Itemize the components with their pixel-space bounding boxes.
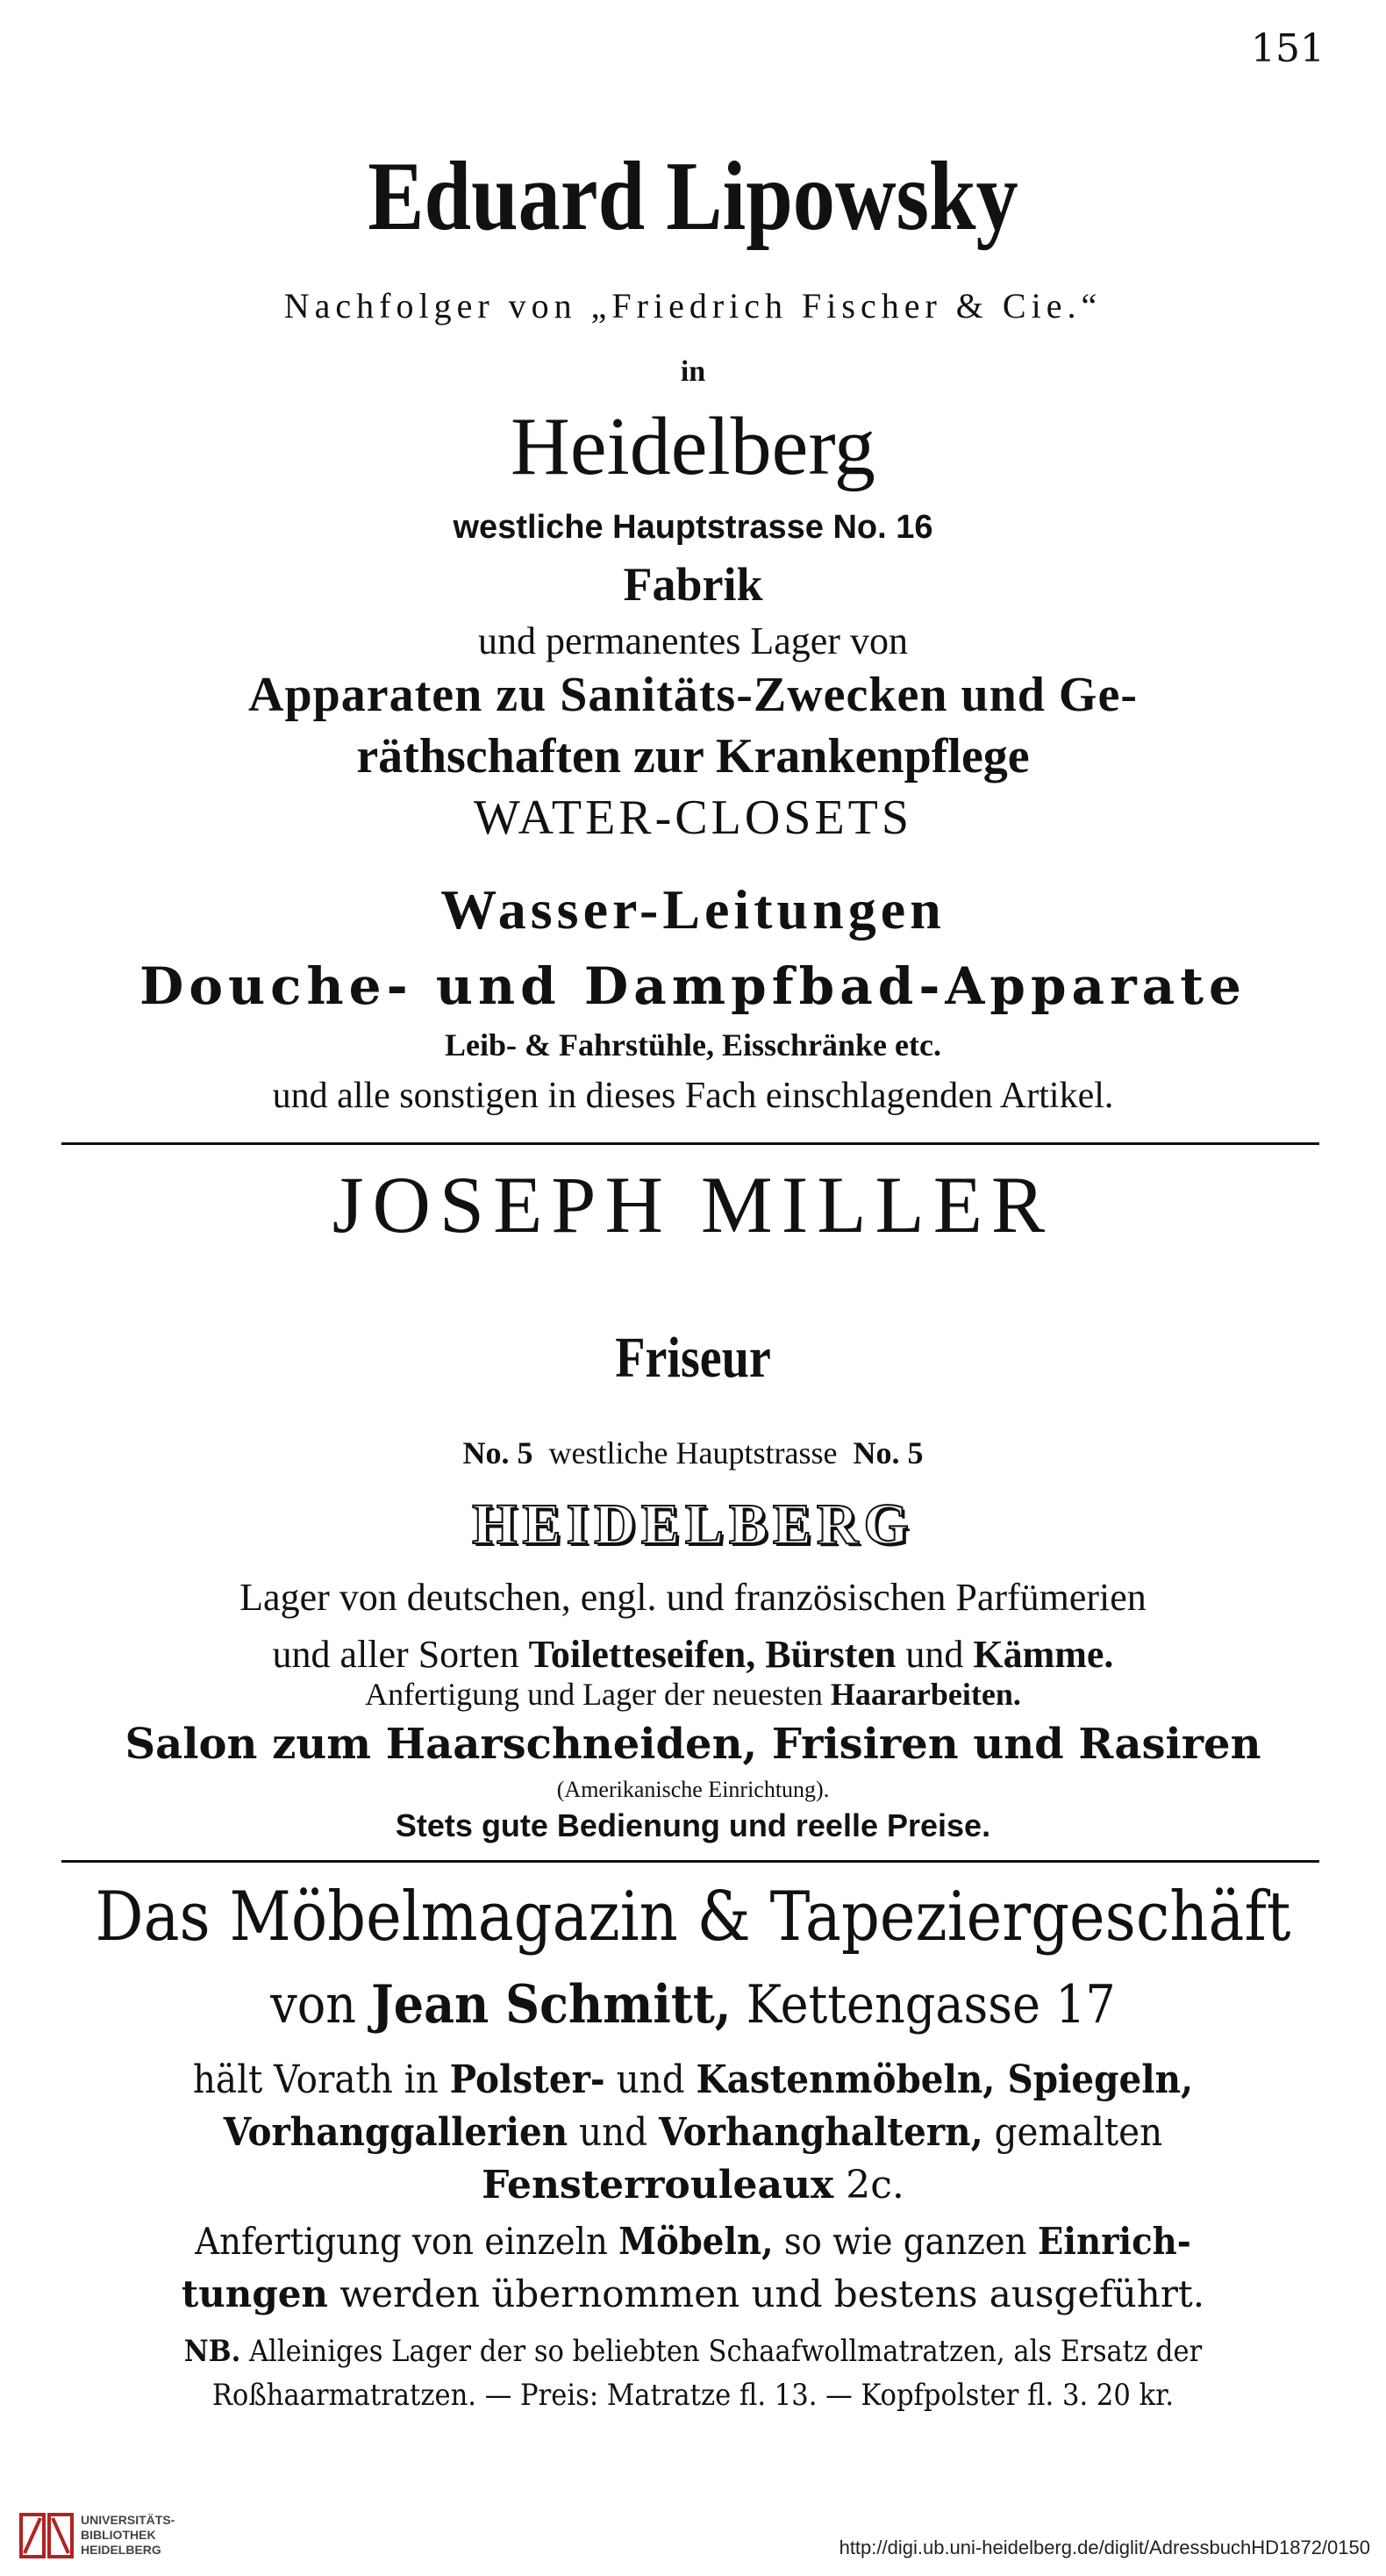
ad2-line3-pre: Anfertigung und Lager der neuesten xyxy=(365,1677,831,1712)
page-number: 151 xyxy=(1251,26,1325,71)
ad3-nb-label: NB. xyxy=(183,2334,241,2369)
ad1-street: westliche Hauptstrasse No. 16 xyxy=(453,509,933,546)
ad1-leib: Leib- & Fahrstühle, Eisschränke etc. xyxy=(445,1027,941,1063)
ad3-tung-post: werden übernommen und bestens ausgeführt. xyxy=(327,2272,1205,2315)
ad3-von: von xyxy=(270,1974,356,2036)
ad3-haelt xyxy=(55,2057,1331,2102)
ad3-nb-text: Alleiniges Lager der so beliebten Schaafwollmatratzen, als Ersatz der xyxy=(248,2334,1203,2369)
ad3-vorhang xyxy=(55,2110,1331,2155)
ad2-trade: Friseur xyxy=(615,1326,771,1390)
ad3-owner: Jean Schmitt, xyxy=(371,1974,732,2036)
ad1-water-closets: WATER-CLOSETS xyxy=(474,791,912,845)
logo-line-2: BIBLIOTHEK xyxy=(81,2528,156,2542)
ad3-address: Kettengasse 17 xyxy=(746,1974,1116,2036)
ad3-anf-mid: so wie ganzen xyxy=(773,2220,1038,2263)
ad2-stets: Stets gute Bedienung und reelle Preise. xyxy=(395,1807,991,1843)
ad2-addr-street: westliche Hauptstrasse xyxy=(548,1435,838,1470)
ad3-vorh-bold2: Vorhanghaltern, xyxy=(658,2110,983,2155)
logo-line-3: HEIDELBERG xyxy=(81,2543,161,2557)
logo-line-1: UNIVERSITÄTS- xyxy=(81,2513,175,2527)
ad3-anf-bold1: Möbeln, xyxy=(618,2220,774,2263)
ad3-haelt-bold2: Kastenmöbeln, Spiegeln, xyxy=(696,2057,1194,2102)
ad3-haelt-mid: und xyxy=(604,2057,697,2102)
university-library-logo-text xyxy=(81,2513,175,2558)
divider-2 xyxy=(61,1860,1319,1863)
ad1-apparaten-line1: Apparaten zu Sanitäts-Zwecken und Ge- xyxy=(248,668,1138,722)
ad2-salon: Salon zum Haarschneiden, Frisiren und Rasiren xyxy=(125,1720,1261,1769)
ad3-fenster-bold: Fensterrouleaux xyxy=(482,2163,834,2207)
ad3-ross: Roßhaarmatratzen. — Preis: Matratze fl. 13. — Kopfpolster fl. 3. 20 kr. xyxy=(211,2378,1175,2413)
ad1-in: in xyxy=(680,355,706,388)
ad1-douche: Douche- und Dampfbad-Apparate xyxy=(139,956,1247,1016)
ad2-line2-bold2: Kämme. xyxy=(973,1633,1114,1676)
ad3-vorh-mid: und xyxy=(568,2110,659,2155)
ad2-city: HEIDELBERG xyxy=(472,1492,914,1556)
ad3-fenster-post: 2c. xyxy=(833,2163,904,2207)
ad3-tung-bold: tungen xyxy=(181,2272,328,2315)
ad2-line2 xyxy=(0,1632,1386,1677)
ad3-anf-pre: Anfertigung von einzeln xyxy=(195,2220,619,2263)
ad1-alle: und alle sonstigen in dieses Fach einschlagenden Artikel. xyxy=(272,1076,1114,1116)
ad2-line2-mid: und xyxy=(896,1633,974,1676)
ad2-line2-bold1: Toiletteseifen, Bürsten xyxy=(528,1633,897,1676)
ad1-name: Eduard Lipowsky xyxy=(368,142,1018,251)
ad3-fenster xyxy=(0,2163,1386,2207)
divider-1 xyxy=(61,1142,1319,1145)
ad2-address xyxy=(0,1435,1386,1471)
ad2-amer: (Amerikanische Einrichtung). xyxy=(556,1777,830,1802)
ad3-haelt-pre: hält Vorath in xyxy=(192,2057,450,2102)
ad2-name: JOSEPH MILLER xyxy=(332,1160,1054,1249)
ad1-successor: Nachfolger von „Friedrich Fischer & Cie.“ xyxy=(283,286,1103,326)
ad2-addr-no2: No. 5 xyxy=(853,1435,924,1470)
ad2-line3 xyxy=(0,1676,1386,1713)
ad3-haelt-bold1: Polster- xyxy=(449,2057,605,2102)
ad3-vorh-bold1: Vorhanggallerien xyxy=(223,2110,568,2155)
ad3-headline: Das Möbelmagazin & Tapeziergeschäft xyxy=(95,1878,1291,1957)
university-library-logo-icon xyxy=(16,2509,77,2562)
ad3-owner-line xyxy=(69,1974,1317,2036)
ad1-apparaten-line2: räthschaften zur Krankenpflege xyxy=(356,729,1030,784)
ad1-lager: und permanentes Lager von xyxy=(478,619,908,662)
ad2-addr-no1: No. 5 xyxy=(462,1435,533,1470)
ad1-wasser: Wasser-Leitungen xyxy=(440,878,946,941)
ad3-anf-bold2: Einrich- xyxy=(1037,2220,1191,2263)
ad3-anfertigung xyxy=(55,2220,1331,2263)
ad3-nb xyxy=(69,2334,1317,2369)
ad2-line2-pre: und aller Sorten xyxy=(272,1633,529,1676)
source-url-link[interactable]: http://digi.ub.uni-heidelberg.de/diglit/AdressbuchHD1872/0150 xyxy=(839,2537,1370,2558)
ad3-tungen xyxy=(0,2272,1386,2315)
ad1-fabrik: Fabrik xyxy=(623,558,763,611)
ad2-line1: Lager von deutschen, engl. und französischen Parfümerien xyxy=(239,1576,1147,1619)
ad1-city: Heidelberg xyxy=(511,401,875,492)
ad2-line3-bold: Haararbeiten. xyxy=(830,1677,1021,1712)
ad3-vorh-post: gemalten xyxy=(982,2110,1163,2155)
